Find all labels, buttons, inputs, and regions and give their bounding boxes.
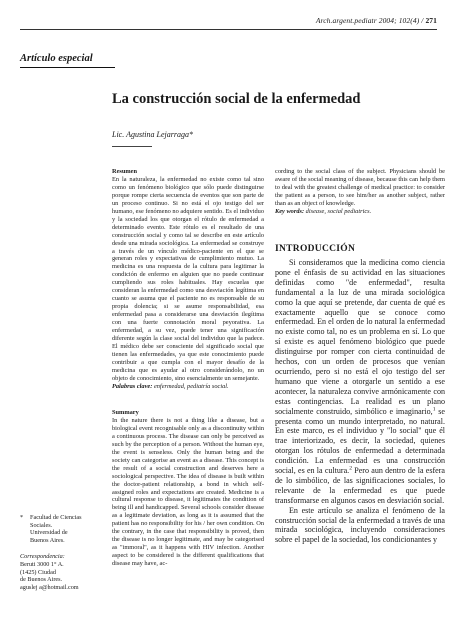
abstract-english-continued (275, 168, 445, 216)
resumen-text: En la naturaleza, la enfermedad no existe como tal sino como un fenómeno biológico que sólo puede distinguirse porque rompe cierta secuencia de eventos que son parte de un proceso continuo. Si no está el ojo testigo del ser humano, ese fenómeno no adquiere sentido. Es el individuo y la sociedad los que otorgan el rótulo de enfermedad a determinado evento. Este rótulo es el resultado de una construcción social y como tal se describe en este artículo desde una mirada sociológica. La enfermedad se construye a través de un vínculo médico-paciente en el que se generan roles y expectativas de cumplimiento mutuo. La medicina es una respuesta de la cultura para legitimar la condición de enfermo en alguien que no puede continuar cumpliendo sus roles habituales. Hay escuelas que consideran la enfermedad como una desviación legítima en cuanto se asuma que el paciente no es responsable de su propia dolencia; si se asume responsabilidad, esa enfermedad pasa a considerarse una desviación ilegítima con una fuerte connotación moral peyorativa. La enfermedad, a su vez, puede tener una significación diferente según la clase social del individuo que la padece. El médico debe ser consciente del significado social que tienen las enfermedades, ya que este conocimiento puede contribuir a que cumpla con el mayor desafío de la medicina que es ayudar al otro considerándolo, no un objeto de conocimiento, sino esencialmente un semejante. (112, 175, 264, 382)
correspondence-label: Correspondencia: (20, 553, 65, 561)
summary-heading: Summary (112, 409, 139, 416)
resumen-keywords (112, 383, 264, 391)
footnote-mark: * (20, 514, 24, 521)
header-rule (20, 29, 437, 30)
page-number: 271 (425, 16, 437, 25)
summary-continuation: cording to the social class of the subject. Physicians should be aware of the social meaning of disease, because this can help them to deal with the greatest challenge of medical practice: to consider the patient as a person, to see him/her as another subject, rather than as an object of knowledge. (275, 168, 445, 207)
section-rule (20, 67, 115, 68)
contact-email: aguslej a@hotmail.com (20, 583, 79, 591)
running-head-separator: / (419, 16, 426, 25)
summary-text: In the nature there is not a thing like a disease, but a biological event recognisable only as a discontinuity within a continuous process. The disease can only be perceived as such by the perception of a person. Without the human eye, the event is senseless. Only the human being and the society can categorise an event as a disease. This concept is the result of a social construction and deserves here a sociological perspective. The idea of disease is built within the doctor-patient relationship, a bond in which self-assigned roles and expectations are created. Medicine is a cultural response to disease, it legitimates the condition of being ill and handicapped. Several schools consider disease as a legitimate deviation, as long as it is assumed that the patient has no responsibility for his / her own condition. On the contrary, in the case that responsibility is proved, then the disease is no longer legitimate, and may be categorised as "immoral", as it happens with HIV infection. Another aspect to be considered is the different qualifications that disease may have, ac- (112, 416, 264, 568)
p1-part2: se presenta como un mundo interpretado, no natural. En este marco, es el individuo y "lo social" que él trae interiorizado, es decir, la sociedad, quienes otorgan los rótulos de enfermedad a determinada condición. La enfermedad es una construcción social, es en la cultura. (275, 406, 445, 476)
summary-keywords (275, 208, 445, 216)
contact-line: (1425) Ciudad (20, 568, 56, 576)
summary-keywords-label: Key words: (275, 207, 305, 215)
affiliation-line: Buenos Aires. (30, 536, 65, 544)
abstract-spanish (112, 168, 264, 391)
p1-part1: Si consideramos que la medicina como ciencia pone el énfasis de su actividad en las situaciones definidas como "de enfermedad", resulta fundamental a la luz de una mirada sociológica como la que aquí se pretende, dar cuenta de qué es exactamente aquello que se conoce como enfermedad. En el orden de lo natural la enfermedad no existe como tal, no es un problema en sí. Lo que sí existe es aquel fenómeno biológico que puede distinguirse por romper con cierta continuidad de hechos, con un orden de procesos que venían ocurriendo, pero si no está el ojo testigo del ser humano que viene a otorgarle un sentido a ese acontecer, la naturaleza convive armónicamente con estas contingencias. La realidad es un plano socialmente construido, simbólico e imaginario, (275, 258, 445, 416)
affiliation-line: Sociales. (30, 521, 53, 529)
article-title: La construcción social de la enfermedad (112, 91, 361, 107)
introduccion-heading: INTRODUCCIÓN (275, 244, 356, 254)
author-rule (112, 146, 152, 147)
section-label: Artículo especial (20, 53, 93, 64)
reference-1: 1 (432, 405, 436, 412)
summary-keywords-value: disease, social pediatrics. (305, 207, 372, 215)
running-head (316, 16, 437, 25)
introduccion-body (275, 258, 445, 545)
contact-line: de Buenos Aires. (20, 576, 63, 584)
resumen-keywords-label: Palabras clave: (112, 382, 153, 390)
p1-part3: Pero aun dentro de la esfera de lo simbólico, de las significaciones sociales, lo relevante de la enfermedad es que puede transformarse en algunos casos en desviación social. (275, 466, 445, 505)
abstract-english (112, 409, 264, 568)
resumen-keywords-value: enfermedad, pediatría social. (153, 382, 229, 390)
author-name: Lic. Agustina Lejarraga* (112, 130, 193, 139)
affiliation-line: Universidad de (30, 529, 68, 537)
correspondence-address (20, 561, 104, 591)
introduccion-paragraph-2: En este artículo se analiza el fenómeno de la construcción social de la enfermedad a través de una mirada sociológica, incluyendo consideraciones sobre el papel de la sociedad, los condicionantes y (275, 505, 445, 545)
contact-line: Beruti 3000 1° A. (20, 560, 64, 568)
introduccion-paragraph-1 (275, 258, 445, 506)
resumen-heading: Resumen (112, 168, 138, 175)
reference-2: 2 (349, 465, 353, 472)
affiliation (20, 514, 104, 544)
affiliation-line: Facultad de Ciencias (30, 514, 82, 521)
author-footnote (20, 514, 104, 591)
journal-citation: Arch.argent.pediatr 2004; 102(4) (315, 16, 420, 25)
